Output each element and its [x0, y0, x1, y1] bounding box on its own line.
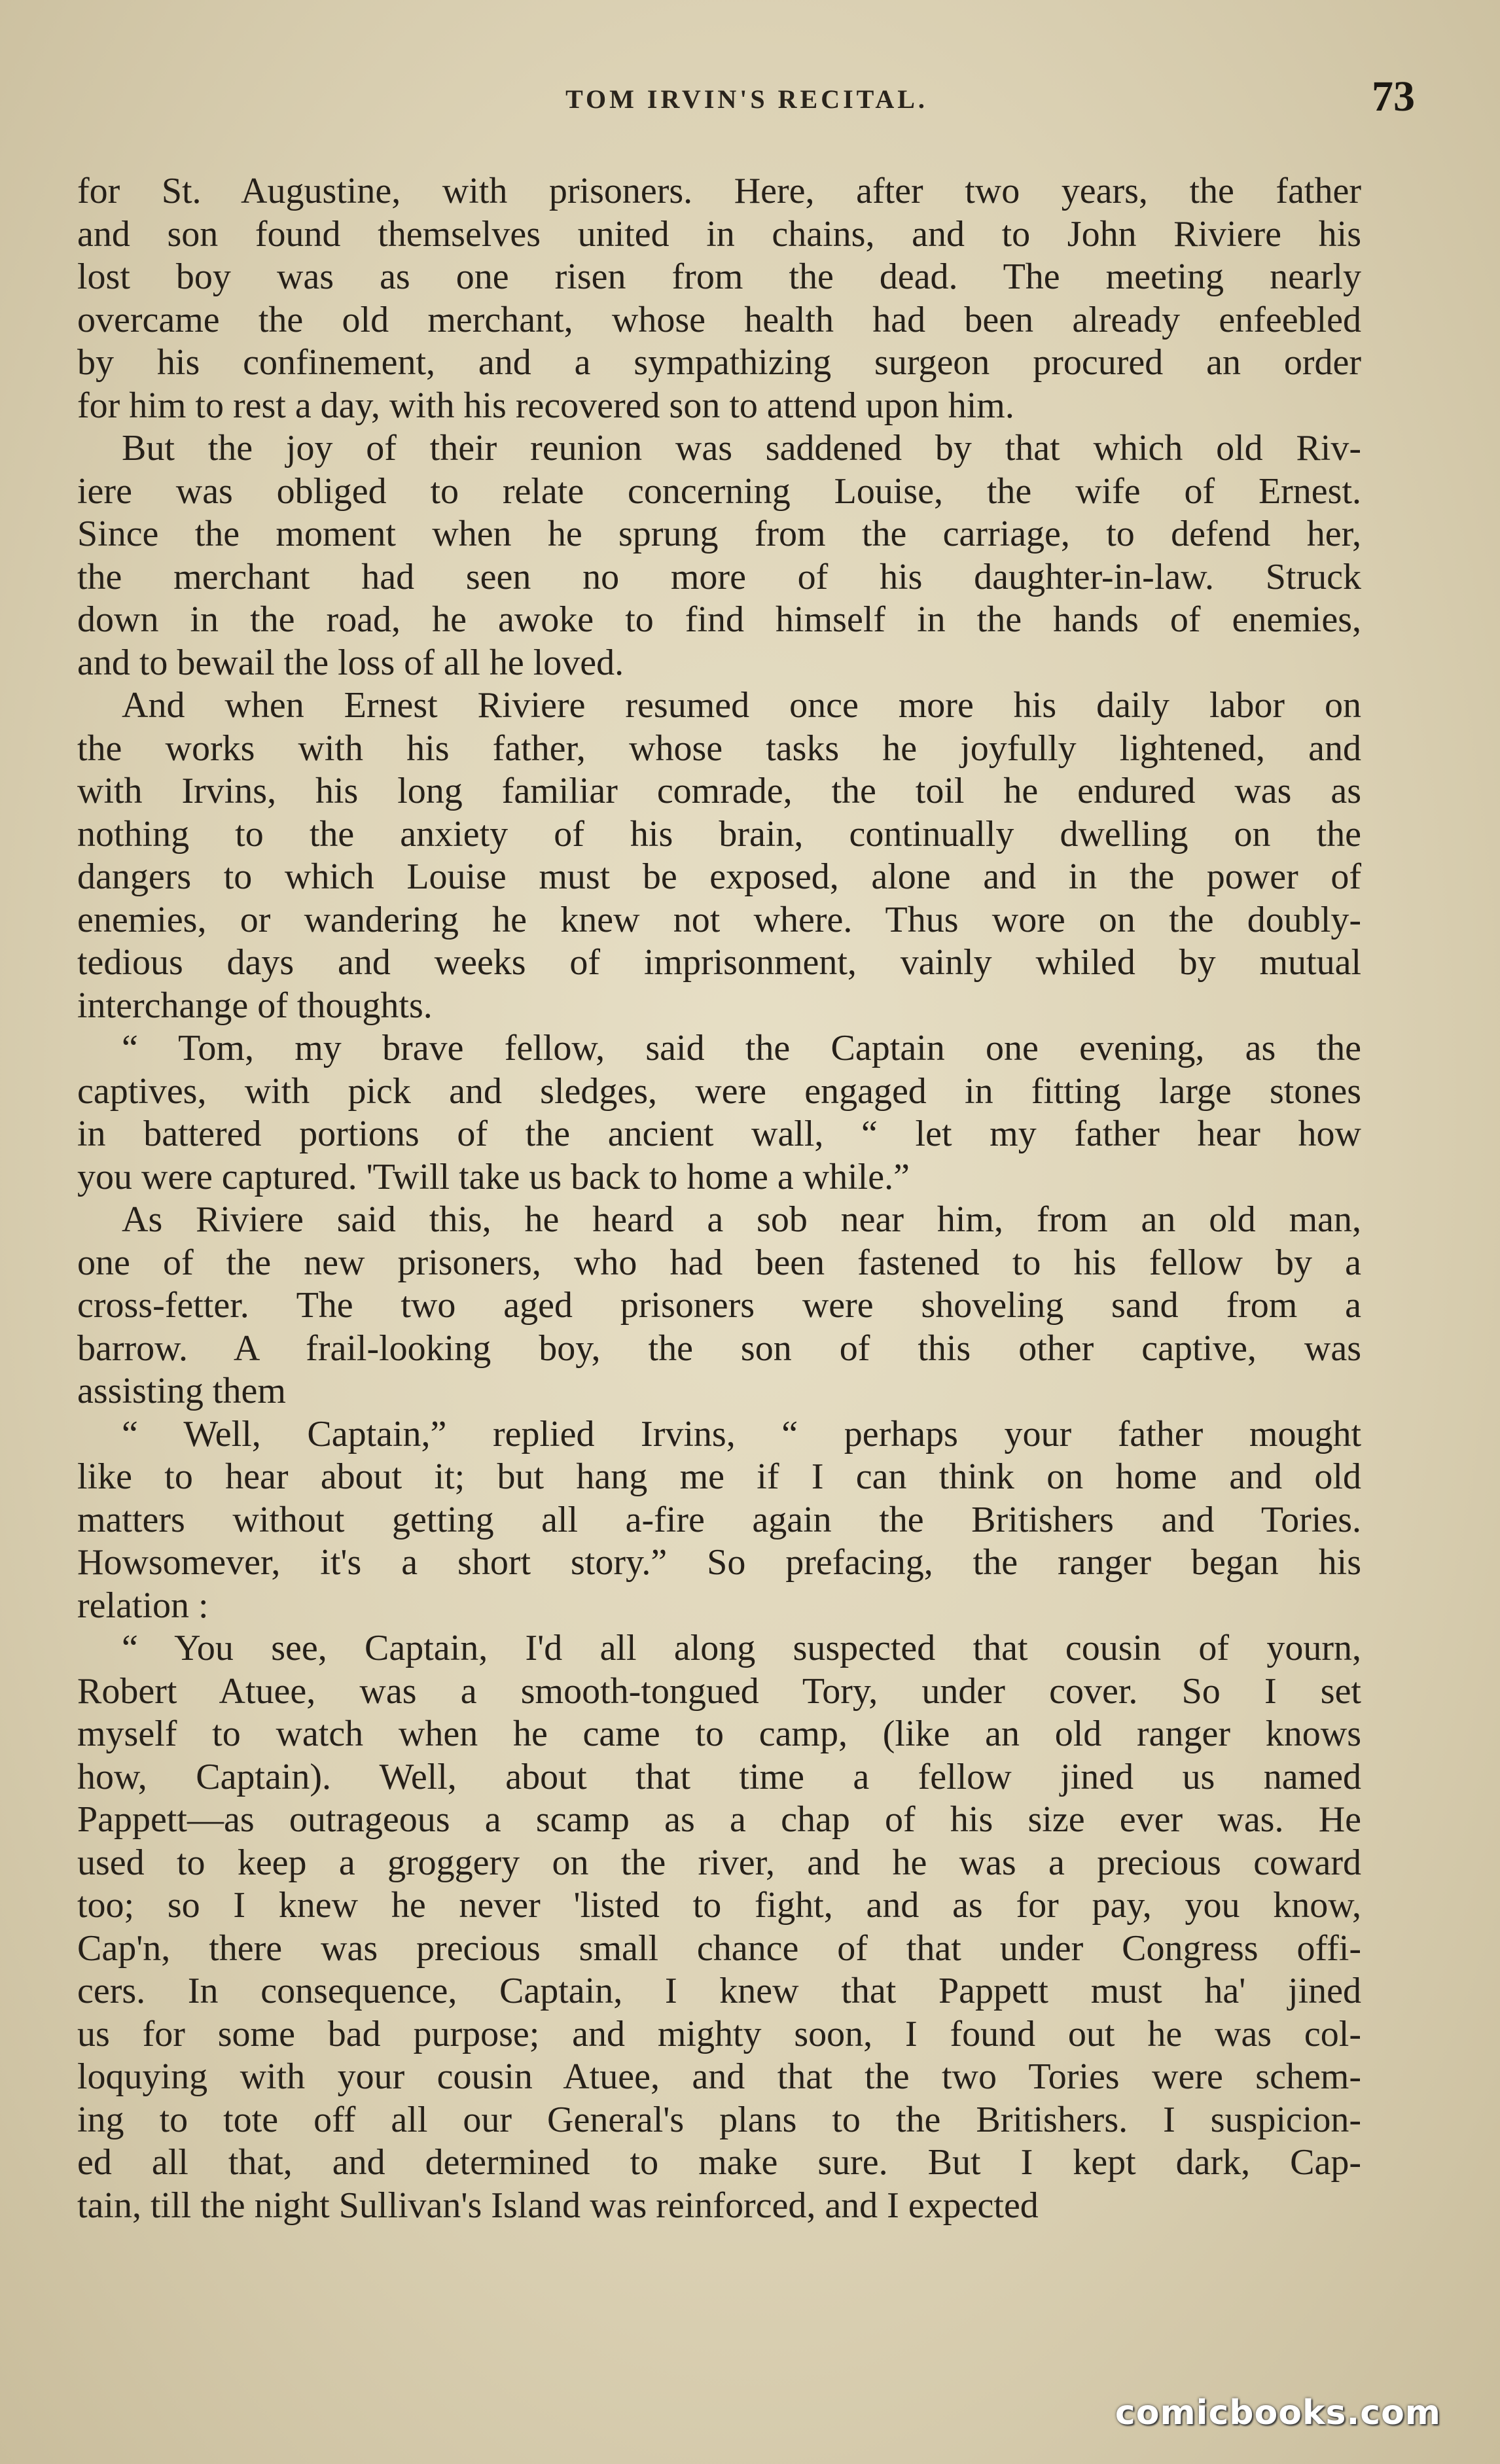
text-line: the works with his father, whose tasks he joyfully lightened, and	[77, 728, 1361, 769]
text-line: dangers to which Louise must be exposed, alone and in the power of	[77, 856, 1361, 897]
text-line: relation :	[77, 1585, 209, 1626]
text-line: and son found themselves united in chains, and to John Riviere his	[77, 213, 1361, 255]
text-line: you were captured. 'Twill take us back to home a while.”	[77, 1156, 910, 1197]
text-line: one of the new prisoners, who had been fastened to his fellow by a	[77, 1242, 1361, 1283]
text-line: assisting them	[77, 1371, 286, 1411]
text-line: As Riviere said this, he heard a sob near him, from an old man,	[122, 1199, 1361, 1240]
text-line: matters without getting all a-fire again the Britishers and Tories.	[77, 1499, 1361, 1540]
running-head: TOM IRVIN'S RECITAL.	[565, 84, 928, 114]
text-line: for St. Augustine, with prisoners. Here, after two years, the father	[77, 171, 1361, 211]
text-line: Robert Atuee, was a smooth-tongued Tory, under cover. So I set	[77, 1670, 1361, 1712]
text-line: Howsomever, it's a short story.” So prefacing, the ranger began his	[77, 1542, 1361, 1583]
watermark: comicbooks.com	[1115, 2393, 1441, 2433]
text-line: “ Tom, my brave fellow, said the Captain one evening, as the	[122, 1028, 1361, 1068]
paragraph	[77, 1627, 1361, 2227]
text-line: the merchant had seen no more of his daughter-in-law. Struck	[77, 556, 1361, 597]
text-line: like to hear about it; but hang me if I can think on home and old	[77, 1456, 1361, 1497]
text-line: tedious days and weeks of imprisonment, vainly whiled by mutual	[77, 942, 1361, 983]
text-line: loquying with your cousin Atuee, and that the two Tories were schem-	[77, 2056, 1361, 2097]
text-line: overcame the old merchant, whose health had been already enfeebled	[77, 299, 1361, 340]
text-line: “ Well, Captain,” replied Irvins, “ perhaps your father mought	[122, 1413, 1361, 1454]
text-line: Pappett—as outrageous a scamp as a chap of his size ever was. He	[77, 1799, 1361, 1840]
text-line: tain, till the night Sullivan's Island was reinforced, and I expected	[77, 2185, 1039, 2226]
text-line: lost boy was as one risen from the dead. The meeting nearly	[77, 256, 1361, 297]
text-line: ing to tote off all our General's plans to the Britishers. I suspicion-	[77, 2099, 1361, 2140]
text-line: ed all that, and determined to make sure. But I kept dark, Cap-	[77, 2142, 1361, 2183]
paragraph	[77, 1413, 1361, 1628]
text-line: used to keep a groggery on the river, and he was a precious coward	[77, 1842, 1361, 1883]
text-line: how, Captain). Well, about that time a fellow jined us named	[77, 1756, 1361, 1797]
paragraph	[77, 1199, 1361, 1413]
text-line: Cap'n, there was precious small chance of that under Congress offi-	[77, 1927, 1361, 1969]
text-line: interchange of thoughts.	[77, 985, 433, 1026]
text-line: “ You see, Captain, I'd all along suspected that cousin of yourn,	[122, 1628, 1361, 1668]
text-line: captives, with pick and sledges, were engaged in fitting large stones	[77, 1070, 1361, 1112]
text-line: too; so I knew he never 'listed to fight, and as for pay, you know,	[77, 1885, 1361, 1926]
text-line: nothing to the anxiety of his brain, continually dwelling on the	[77, 813, 1361, 854]
paragraph	[77, 427, 1361, 684]
text-line: barrow. A frail-looking boy, the son of this other captive, was	[77, 1328, 1361, 1369]
text-line: But the joy of their reunion was saddened by that which old Riv-	[122, 428, 1361, 468]
text-line: myself to watch when he came to camp, (like an old ranger knows	[77, 1714, 1361, 1754]
text-line: enemies, or wandering he knew not where. Thus wore on the doubly-	[77, 899, 1361, 940]
paragraph	[77, 170, 1361, 427]
text-line: and to bewail the loss of all he loved.	[77, 642, 624, 683]
paragraph	[77, 1027, 1361, 1199]
text-line: by his confinement, and a sympathizing surgeon procured an order	[77, 342, 1361, 383]
text-line: for him to rest a day, with his recovered son to attend upon him.	[77, 385, 1014, 426]
text-line: with Irvins, his long familiar comrade, the toil he endured was as	[77, 771, 1361, 811]
text-line: Since the moment when he sprung from the carriage, to defend her,	[77, 514, 1361, 554]
page-number: 73	[1372, 73, 1415, 120]
text-line: down in the road, he awoke to find himself in the hands of enemies,	[77, 599, 1361, 640]
text-line: cross-fetter. The two aged prisoners were shoveling sand from a	[77, 1285, 1361, 1326]
text-line: iere was obliged to relate concerning Louise, the wife of Ernest.	[77, 470, 1361, 512]
paragraph	[77, 684, 1361, 1027]
text-line: And when Ernest Riviere resumed once more his daily labor on	[122, 685, 1361, 726]
text-line: in battered portions of the ancient wall, “ let my father hear how	[77, 1114, 1361, 1154]
body-text	[77, 170, 1361, 2227]
text-line: cers. In consequence, Captain, I knew that Pappett must ha' jined	[77, 1971, 1361, 2011]
page-header	[79, 72, 1415, 131]
text-line: us for some bad purpose; and mighty soon, I found out he was col-	[77, 2013, 1361, 2054]
